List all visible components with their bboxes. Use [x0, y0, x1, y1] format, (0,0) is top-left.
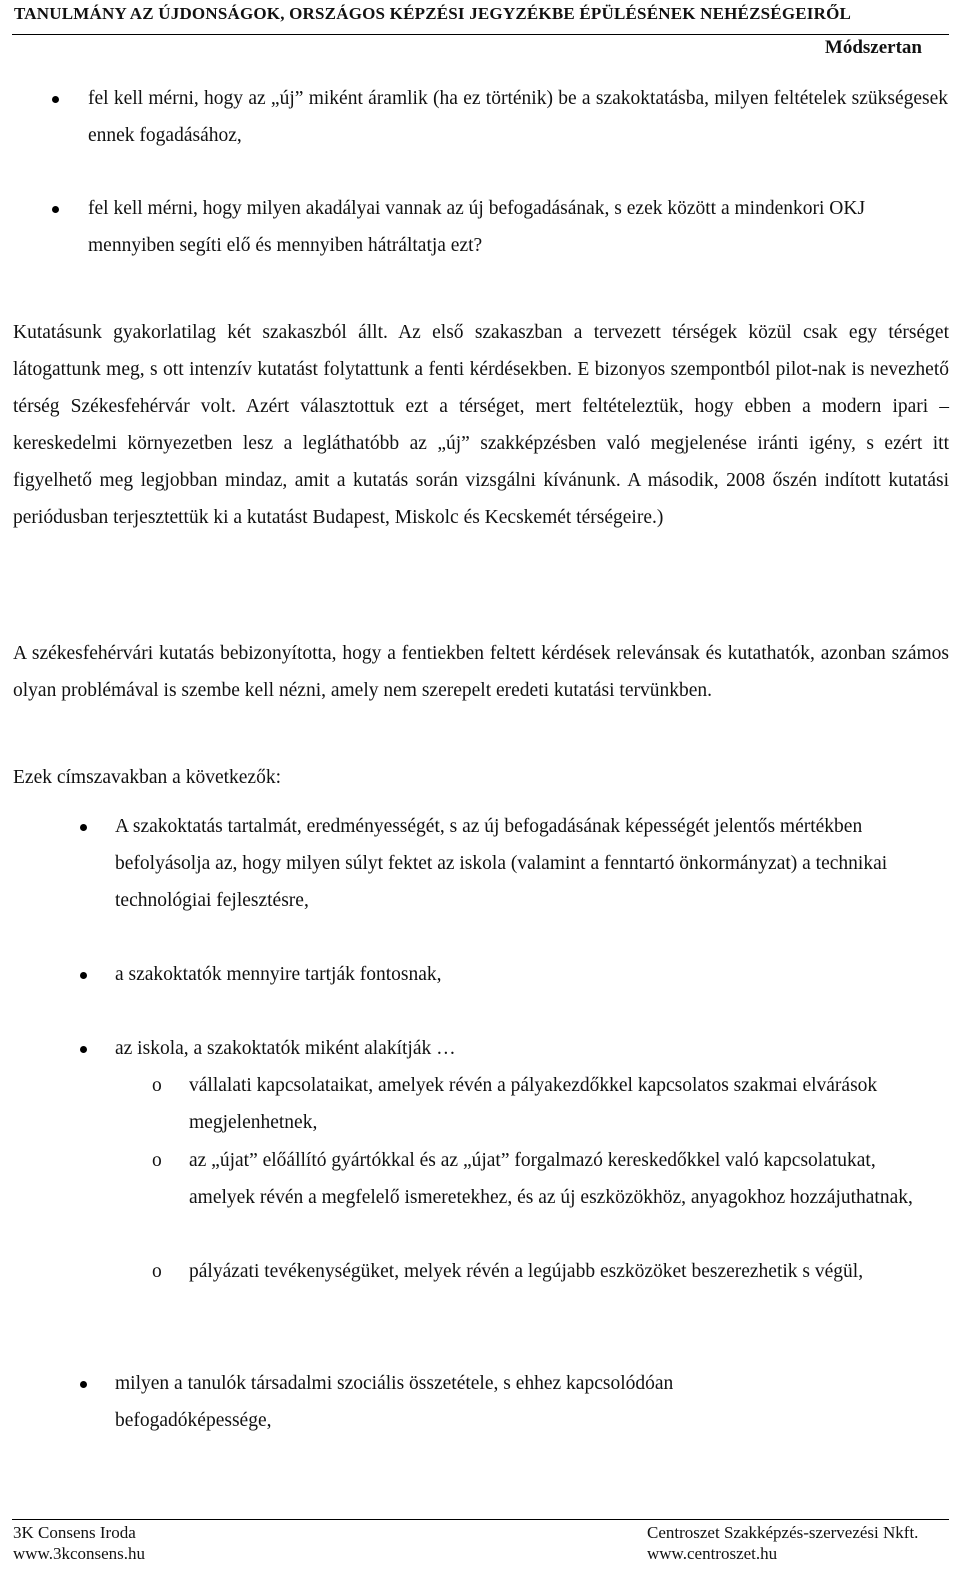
research-paragraph: Kutatásunk gyakorlatilag két szakaszból állt. Az első szakaszban a tervezett térségek közül csak egy térséget látogattunk meg, s ott intenzív kutatást folytattunk a fenti kérdésekben. E bizonyos szempontból pilot-nak is nevezhető térség Székesfehérvár volt. Azért választottuk ezt a térséget, mert feltételeztük, hogy ebben a modern ipari –kereskedelmi környezetben lesz a legláthatóbb az „új” szakképzésben való megjelenése iránti igény, s ezért itt figyelhető meg legjobban mindaz, amit a kutatás során vizsgálni kívánunk. A második, 2008 őszén indított kutatási periódusban terjesztettük ki a kutatást Budapest, Miskolc és Kecskemét térségeire.) — [13, 322, 949, 528]
footer-divider — [12, 1519, 949, 1520]
proof-paragraph: A székesfehérvári kutatás bebizonyította, hogy a fentiekben feltett kérdések relevánsak és kutathatók, azonban számos olyan problémával is szembe kell nézni, amely nem szerepelt eredeti kutatási tervünkben. — [13, 643, 949, 701]
sub-bullet-3: pályázati tevékenységüket, melyek révén a legújabb eszközöket beszerezhetik s végül, — [189, 1261, 864, 1282]
bullet-icon — [80, 1381, 87, 1388]
footer-left-name: 3K Consens Iroda — [13, 1523, 136, 1542]
sub-bullet-marker: o — [152, 1261, 162, 1282]
sub-bullet-marker: o — [152, 1150, 162, 1171]
bullet-icon — [80, 972, 87, 979]
footer-right — [647, 1522, 918, 1564]
intro-bullet-2: fel kell mérni, hogy milyen akadályai vannak az új befogadásának, s ezek között a mindenkori OKJ mennyiben segíti elő és mennyiben hátráltatja ezt? — [88, 198, 866, 256]
bullet-icon — [52, 206, 59, 213]
section-title: Módszertan — [824, 37, 922, 58]
intro-bullet-1: fel kell mérni, hogy az „új” miként áramlik (ha ez történik) be a szakoktatásba, milyen feltételek szükségesek ennek fogadásához, — [88, 88, 948, 146]
bullet-icon — [80, 824, 87, 831]
footer-right-url[interactable]: www.centroszet.hu — [647, 1544, 778, 1563]
bullet-icon — [52, 96, 59, 103]
main-bullet-3: az iskola, a szakoktatók miként alakítják … — [115, 1038, 456, 1059]
main-bullet-4: milyen a tanulók társadalmi szociális összetétele, s ehhez kapcsolódóan befogadóképessége, — [115, 1373, 674, 1431]
sub-bullet-1: vállalati kapcsolataikat, amelyek révén a pályakezdőkkel kapcsolatos szakmai elvárások megjelenhetnek, — [189, 1075, 878, 1133]
sub-bullet-2: az „újat” előállító gyártókkal és az „újat” forgalmazó kereskedőkkel való kapcsolatukat, amelyek révén a megfelelő ismeretekhez, és az új eszközökhöz, anyagokhoz hozzájuthatnak, — [189, 1150, 913, 1208]
page-header-title: TANULMÁNY AZ ÚJDONSÁGOK, ORSZÁGOS KÉPZÉSI JEGYZÉKBE ÉPÜLÉSÉNEK NEHÉZSÉGEIRŐL — [14, 4, 852, 23]
footer-left — [13, 1522, 145, 1564]
bullet-icon — [80, 1046, 87, 1053]
footer-right-name: Centroszet Szakképzés-szervezési Nkft. — [647, 1523, 919, 1542]
footer-left-url[interactable]: www.3kconsens.hu — [13, 1544, 146, 1563]
header-divider — [12, 34, 949, 35]
main-bullet-1: A szakoktatás tartalmát, eredményességét, s az új befogadásának képességét jelentős mértékben befolyásolja az, hogy milyen súlyt fektet az iskola (valamint a fenntartó önkormányzat) a technikai technológiai fejlesztésre, — [115, 816, 888, 911]
main-bullet-2: a szakoktatók mennyire tartják fontosnak, — [115, 964, 442, 985]
sub-bullet-marker: o — [152, 1075, 162, 1096]
lead-paragraph: Ezek címszavakban a következők: — [13, 767, 282, 788]
